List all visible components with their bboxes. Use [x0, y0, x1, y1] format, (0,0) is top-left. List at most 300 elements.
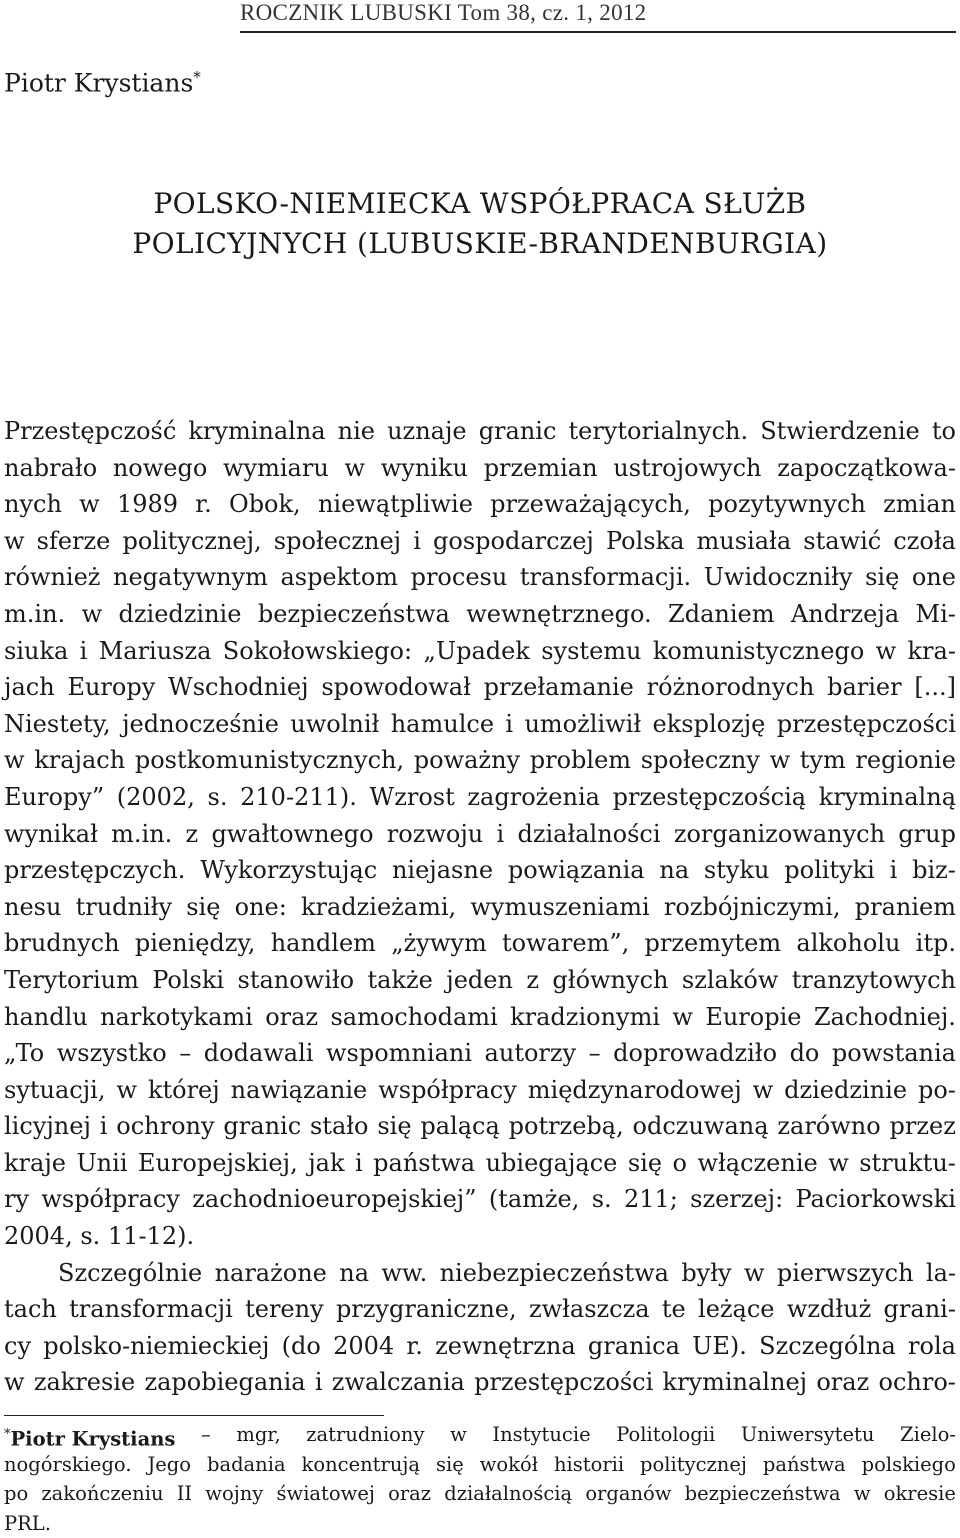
body-word: zorganizowanych — [673, 819, 886, 848]
body-word: na — [339, 1258, 369, 1287]
body-word: wspomniani — [326, 1039, 473, 1068]
body-line — [4, 1255, 956, 1292]
footnote-word: oraz — [388, 1482, 432, 1505]
footnote-word: po — [4, 1482, 29, 1505]
body-word: r. — [406, 1331, 423, 1360]
body-word: państwa — [373, 1148, 476, 1177]
article-body — [4, 413, 956, 1401]
body-word: zwalczania — [331, 1368, 465, 1397]
body-word: ry — [4, 1185, 30, 1214]
body-word: narażone — [214, 1258, 327, 1287]
body-word: tranzytowych — [791, 965, 956, 994]
body-word: wyniku — [380, 453, 468, 482]
body-word: samochodami — [330, 1002, 498, 1031]
footnote-line-1 — [4, 1420, 956, 1450]
body-word: przestępczości — [776, 709, 956, 738]
body-word: przestępczych. — [4, 856, 186, 885]
footnote-author-name: Piotr Krystians — [10, 1427, 176, 1451]
footnote-word: Uniwersytetu — [740, 1423, 875, 1446]
body-word: bezpieczeństwa — [257, 599, 450, 628]
body-word: nych — [4, 490, 62, 519]
body-word: Andrzeja — [790, 599, 900, 628]
body-word: Terytorium — [4, 965, 139, 994]
body-word: na — [659, 856, 690, 885]
body-word: rola — [908, 1331, 956, 1360]
body-word: działalności — [517, 819, 661, 848]
footnote — [4, 1420, 956, 1538]
body-word: aspektom — [280, 563, 399, 592]
body-line — [4, 999, 956, 1036]
article-title — [0, 184, 960, 264]
body-line — [4, 925, 956, 962]
body-word: 211; — [623, 1185, 678, 1214]
body-word: i — [79, 636, 88, 665]
body-word: Mariusza — [98, 636, 212, 665]
body-word: oraz — [265, 1002, 319, 1031]
body-word: włączenie — [697, 1148, 818, 1177]
body-word: z — [526, 965, 540, 994]
body-word: i — [505, 709, 514, 738]
body-word: zakresie — [33, 1368, 136, 1397]
footnote-line-3 — [4, 1479, 956, 1509]
body-word: wszystko — [56, 1039, 167, 1068]
body-line — [4, 596, 956, 633]
body-word: „Upadek — [423, 636, 530, 665]
journal-header: ROCZNIK LUBUSKI Tom 38, cz. 1, 2012 — [240, 0, 647, 25]
body-word: doprowadziło — [613, 1039, 778, 1068]
body-word: w — [4, 526, 25, 555]
body-word: tym — [799, 746, 846, 775]
body-word: społecznej — [273, 526, 402, 555]
body-word: kryminalna — [188, 417, 326, 445]
body-word: Uwidoczniły — [703, 563, 853, 592]
body-word: krajach — [34, 746, 126, 775]
body-word: i — [354, 1148, 363, 1177]
footnote-word: państwa — [762, 1452, 846, 1476]
body-word: stawić — [803, 526, 882, 555]
body-word: itp. — [915, 929, 956, 958]
body-word: Wzrost — [369, 782, 455, 811]
body-line — [4, 413, 956, 450]
body-word: la- — [925, 1258, 956, 1287]
body-word: grani- — [883, 1295, 956, 1324]
body-word: narkotykami — [100, 1002, 253, 1031]
body-word: Mi- — [915, 599, 956, 628]
body-word: „żywym — [391, 929, 487, 958]
body-word: przeważających, — [490, 490, 691, 519]
footnote-word: Jego — [147, 1452, 192, 1476]
body-word: licyjnej — [4, 1112, 91, 1141]
body-word: musiała — [696, 526, 792, 555]
body-word: przestępczością — [612, 782, 807, 811]
body-word: kradzieżami, — [300, 892, 457, 921]
footnote-word: się — [435, 1452, 464, 1476]
body-word: struktu- — [859, 1148, 956, 1177]
body-word: były — [681, 1258, 732, 1287]
body-word: grup — [898, 819, 956, 848]
body-word: dziedzinie — [118, 599, 242, 628]
body-word: m.in. — [4, 599, 66, 628]
body-word: Polska — [605, 526, 685, 555]
body-word: pozytywnych — [708, 490, 866, 519]
body-line — [4, 523, 956, 560]
body-word: i — [314, 1368, 323, 1397]
body-word: kra- — [907, 636, 956, 665]
body-word: Sokołowskiego: — [222, 636, 413, 665]
body-word: to — [931, 417, 956, 445]
body-word: ustrojowych — [613, 453, 762, 482]
body-word: one — [911, 563, 956, 592]
body-word: w — [752, 1075, 774, 1104]
body-word: do — [789, 1039, 820, 1068]
body-line — [4, 1291, 956, 1328]
footnote-word: mgr, — [236, 1423, 281, 1446]
body-word: autorzy — [484, 1039, 577, 1068]
body-word: komunistycznego — [652, 636, 865, 665]
body-word: postkomunistycznych, — [134, 746, 405, 775]
body-word: Europie — [705, 1002, 802, 1031]
footnote-word: bezpieczeństwa — [684, 1482, 841, 1505]
body-word: uznaje — [387, 417, 467, 445]
body-word: przestępczości — [474, 1368, 654, 1397]
body-word: rozbójniczymi, — [663, 892, 841, 921]
body-word: Europy — [67, 673, 156, 702]
footnote-word: zatrudniony — [306, 1423, 425, 1446]
body-word: o — [672, 1148, 687, 1177]
footnote-word: okresie — [883, 1482, 956, 1505]
footnote-word: – — [200, 1423, 211, 1446]
footnote-line-4: PRL. — [4, 1511, 51, 1535]
body-word: przez — [889, 1112, 956, 1141]
body-word: także — [367, 965, 433, 994]
body-word: się — [865, 563, 900, 592]
body-word: Przestępczość — [4, 417, 177, 445]
body-line — [4, 706, 956, 743]
body-line — [4, 1108, 956, 1145]
body-word: siuka — [4, 636, 69, 665]
body-word: kraje — [4, 1148, 66, 1177]
title-line-1: POLSKO-NIEMIECKA WSPÓŁPRACA SŁUŻB — [153, 187, 807, 220]
body-line — [4, 1364, 956, 1401]
body-word: wymiaru — [223, 453, 329, 482]
footnote-word: w — [853, 1482, 871, 1505]
running-header — [240, 0, 956, 26]
body-word: Zdaniem — [668, 599, 775, 628]
body-word: s. — [591, 1185, 612, 1214]
body-word: r. — [195, 490, 212, 519]
body-word: niewątpliwie — [317, 490, 473, 519]
body-word: wymuszeniami — [470, 892, 650, 921]
body-word: UE). — [692, 1331, 747, 1360]
body-word: jak — [308, 1148, 345, 1177]
body-word: 1989 — [116, 490, 179, 519]
body-word: gospodarczej — [433, 526, 594, 555]
body-word: jeden — [446, 965, 513, 994]
body-word: dodawali — [203, 1039, 314, 1068]
body-word: Paciorkowski — [795, 1185, 956, 1214]
footnote-word: światowej — [276, 1482, 375, 1505]
body-word: szerzej: — [690, 1185, 784, 1214]
body-word: niejasne — [391, 856, 494, 885]
body-word: biz- — [912, 856, 956, 885]
body-line — [4, 779, 956, 816]
body-word: w — [4, 746, 25, 775]
body-word: sytuacji, — [4, 1075, 106, 1104]
body-word: potrzebą, — [508, 1112, 624, 1141]
body-word: uwolnił — [290, 709, 380, 738]
title-line-2: POLICYJNYCH (LUBUSKIE-BRANDENBURGIA) — [132, 227, 828, 260]
body-word: kryminalnej — [662, 1368, 808, 1397]
body-word: i — [413, 526, 421, 555]
body-word: również — [4, 563, 101, 592]
body-word: cy — [4, 1331, 31, 1360]
author-name — [4, 62, 201, 98]
footnote-word: w — [450, 1423, 467, 1446]
body-word: politycznej, — [122, 526, 262, 555]
body-word: praniem — [854, 892, 956, 921]
body-word: polityki — [784, 856, 875, 885]
body-word: Wykorzystując — [200, 856, 378, 885]
body-word: Szczególnie — [58, 1258, 203, 1287]
body-word: różnorodnych — [646, 673, 815, 702]
body-word: kradzionymi — [510, 1002, 661, 1031]
body-word: m.in. — [111, 819, 173, 848]
body-word: – — [179, 1039, 192, 1068]
body-word: stało — [309, 1112, 369, 1141]
body-word: stanowiło — [237, 965, 355, 994]
body-word: w — [672, 1002, 693, 1031]
body-word: sferze — [36, 526, 111, 555]
body-word: zewnętrzna — [435, 1331, 576, 1360]
body-word: odczuwaną — [632, 1112, 769, 1141]
body-word: Unii — [76, 1148, 128, 1177]
body-word: przygraniczne, — [335, 1295, 517, 1324]
footnote-word: polskiego — [861, 1452, 956, 1476]
body-word: spowodował — [321, 673, 471, 702]
body-word: 2004 — [333, 1331, 395, 1360]
footnote-word: działalnością — [444, 1482, 573, 1505]
body-word: nesu — [4, 892, 62, 921]
body-word: umożliwił — [524, 709, 642, 738]
body-word: i — [889, 856, 898, 885]
body-word: handlu — [4, 1002, 88, 1031]
body-word: nie — [337, 417, 376, 445]
body-word: polsko-niemieckiej — [43, 1331, 270, 1360]
body-word: pierwszych — [776, 1258, 914, 1287]
body-word: (tamże, — [488, 1185, 580, 1214]
body-word: w — [81, 599, 103, 628]
body-line — [4, 633, 956, 670]
body-word: [...] — [914, 673, 956, 702]
body-word: i — [496, 819, 505, 848]
body-line — [4, 962, 956, 999]
body-word: zachodnioeuropejskiej” — [192, 1185, 477, 1214]
body-word: procesu — [410, 563, 508, 592]
body-word: tach — [4, 1295, 57, 1324]
body-word: Zachodniej. — [813, 1002, 956, 1031]
body-word: regionie — [855, 746, 956, 775]
body-word: się — [186, 892, 221, 921]
body-line — [4, 1145, 956, 1182]
body-word: te — [661, 1295, 686, 1324]
body-word: problem — [529, 746, 632, 775]
body-word: w — [743, 1258, 765, 1287]
body-word: granica — [587, 1331, 680, 1360]
body-word: wewnętrznego. — [466, 599, 652, 628]
body-word: nowego — [112, 453, 208, 482]
body-line — [4, 486, 956, 523]
body-word: kryminalną — [818, 782, 956, 811]
body-word: barier — [827, 673, 902, 702]
body-word: Stwierdzenie — [760, 417, 920, 445]
body-word: zmian — [883, 490, 956, 519]
footnote-word: wokół — [479, 1452, 539, 1476]
body-word: hamulce — [390, 709, 495, 738]
body-word: – — [588, 1039, 601, 1068]
body-word: granic — [478, 417, 557, 445]
body-word: Obok, — [229, 490, 301, 519]
body-line — [4, 852, 956, 889]
body-word: w — [769, 746, 791, 775]
body-word: i — [99, 1112, 108, 1141]
body-word: w — [875, 636, 897, 665]
footnote-word: Instytucie — [492, 1423, 591, 1446]
body-word: ochro- — [878, 1368, 956, 1397]
footnote-word: Zielo- — [900, 1423, 956, 1446]
body-line — [4, 816, 956, 853]
body-word: negatywnym — [113, 563, 268, 592]
footnote-word: historii — [553, 1452, 625, 1476]
body-word: 210-211). — [240, 782, 357, 811]
body-line — [4, 889, 956, 926]
body-word: społeczny — [640, 746, 760, 775]
body-word: leżące — [698, 1295, 775, 1324]
body-word: ubiegające — [485, 1148, 618, 1177]
footnote-author — [4, 1420, 175, 1450]
body-word: w — [828, 1148, 849, 1177]
body-line — [4, 1035, 956, 1072]
footnote-word: organów — [585, 1482, 672, 1505]
author-footnote-mark: * — [193, 68, 201, 86]
footnote-mark: * — [4, 1427, 11, 1442]
body-word: głównych — [552, 965, 669, 994]
body-line — [4, 559, 956, 596]
body-word: one: — [234, 892, 287, 921]
body-word: przemian — [483, 453, 598, 482]
body-word: Europy” — [4, 782, 105, 811]
body-word: się — [377, 1112, 412, 1141]
footnote-line-2 — [4, 1450, 956, 1480]
header-rule — [240, 31, 956, 33]
body-word: współpracy — [41, 1185, 180, 1214]
footnote-word: politycznej — [640, 1452, 747, 1476]
body-word: handlem — [270, 929, 376, 958]
body-word: Polski — [152, 965, 225, 994]
body-word: zapobiegania — [144, 1368, 306, 1397]
body-word: w — [79, 490, 100, 519]
body-word: Niestety, — [4, 709, 111, 738]
body-word: w — [116, 1075, 137, 1104]
body-word: towarem”, — [501, 929, 630, 958]
body-word: poważny — [413, 746, 521, 775]
body-word: (do — [281, 1331, 321, 1360]
footnote-rule — [4, 1415, 384, 1416]
footnote-word: koncentrują — [301, 1452, 421, 1476]
body-word: której — [147, 1075, 220, 1104]
body-line — [4, 669, 956, 706]
body-word: tereny — [245, 1295, 324, 1324]
body-word: granic — [223, 1112, 302, 1141]
body-line — [4, 450, 956, 487]
body-word: transformacji. — [519, 563, 692, 592]
body-word: s. — [207, 782, 228, 811]
body-word: czoła — [893, 526, 956, 555]
body-word: międzynarodowej — [527, 1075, 742, 1104]
footnote-word: Politologii — [616, 1423, 716, 1446]
body-word: szlaków — [681, 965, 779, 994]
body-word: alkoholu — [796, 929, 901, 958]
body-word: powstania — [831, 1039, 956, 1068]
body-word: jach — [4, 673, 55, 702]
body-word: gwałtownego — [211, 819, 374, 848]
body-word: systemu — [541, 636, 642, 665]
body-word: powiązania — [507, 856, 645, 885]
footnote-word: wojny — [205, 1482, 264, 1505]
body-word: styku — [703, 856, 770, 885]
body-word: zwłaszcza — [528, 1295, 650, 1324]
body-word: zarówno — [777, 1112, 881, 1141]
body-word: ww. — [381, 1258, 428, 1287]
footnote-word: II — [176, 1482, 193, 1505]
body-word: „To — [4, 1039, 45, 1068]
body-word: nawiązanie — [230, 1075, 368, 1104]
body-word: dziedzinie — [784, 1075, 908, 1104]
body-word: zagrożenia — [467, 782, 600, 811]
body-word: się — [627, 1148, 663, 1177]
body-word: w — [344, 453, 366, 482]
body-word: eksplozję — [652, 709, 766, 738]
body-word: po- — [917, 1075, 956, 1104]
body-line: 2004, s. 11-12). — [4, 1222, 195, 1251]
body-word: trudniły — [75, 892, 173, 921]
body-word: w — [4, 1368, 25, 1397]
body-line — [4, 1181, 956, 1218]
body-word: ochrony — [116, 1112, 215, 1141]
body-word: z — [185, 819, 199, 848]
body-word: terytorialnych. — [568, 417, 749, 445]
body-word: palącą — [420, 1112, 500, 1141]
body-word: przemytem — [644, 929, 782, 958]
footnote-word: badania — [206, 1452, 286, 1476]
body-line — [4, 742, 956, 779]
body-word: rozwoju — [386, 819, 484, 848]
body-word: Europejskiej, — [137, 1148, 298, 1177]
footnote-word: nogórskiego. — [4, 1452, 132, 1476]
body-word: Wschodniej — [168, 673, 309, 702]
footnote-word: zakończeniu — [41, 1482, 164, 1505]
author-name-text: Piotr Krystians — [4, 68, 194, 98]
body-word: jednocześnie — [122, 709, 279, 738]
body-word: (2002, — [116, 782, 195, 811]
body-word: współpracy — [378, 1075, 517, 1104]
body-word: pieniędzy, — [134, 929, 256, 958]
body-word: przełamanie — [483, 673, 634, 702]
body-word: zapoczątkowa- — [777, 453, 956, 482]
body-word: niebezpieczeństwa — [439, 1258, 669, 1287]
body-word: nabrało — [4, 453, 98, 482]
body-word: Szczególna — [759, 1331, 896, 1360]
body-word: brudnych — [4, 929, 120, 958]
